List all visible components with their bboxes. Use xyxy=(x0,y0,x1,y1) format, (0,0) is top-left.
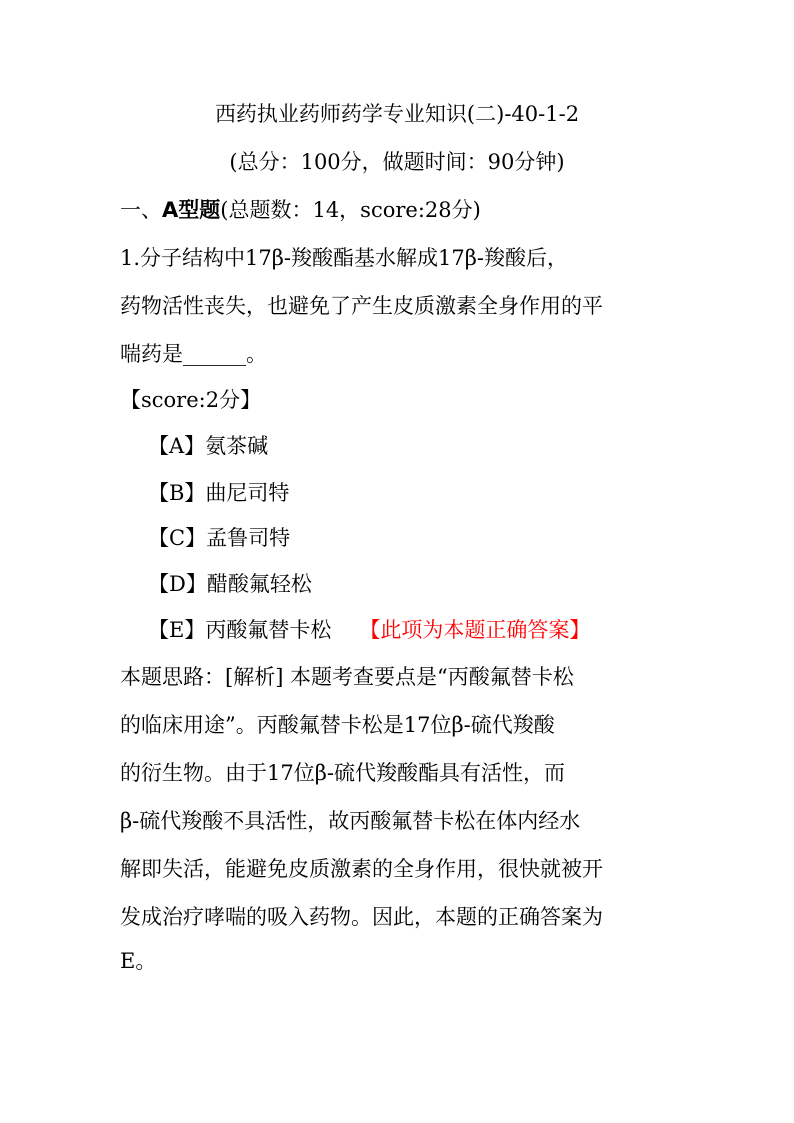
analysis-line: 解即失活，能避免皮质激素的全身作用，很快就被开 xyxy=(120,857,603,881)
option-tag: 【E】 xyxy=(148,618,206,642)
exam-info: (总分：100分，做题时间：90分钟) xyxy=(229,150,565,174)
option-e xyxy=(148,614,590,644)
option-text: 醋酸氟轻松 xyxy=(206,572,312,596)
analysis-line: 的衍生物。由于17位β-硫代羧酸酯具有活性，而 xyxy=(120,761,565,785)
question-stem-line: 1.分子结构中17β-羧酸酯基水解成17β-羧酸后， xyxy=(120,246,568,270)
option-tag: 【A】 xyxy=(148,434,206,458)
option-b xyxy=(148,477,289,507)
question-score: 【score:2分】 xyxy=(120,388,262,412)
section-heading xyxy=(120,194,481,224)
analysis-line: 发成治疗哮喘的吸入药物。因此，本题的正确答案为 xyxy=(120,905,603,929)
analysis-line: 本题思路：[解析] 本题考查要点是“丙酸氟替卡松 xyxy=(120,665,574,689)
analysis-line: β-硫代羧酸不具活性，故丙酸氟替卡松在体内经水 xyxy=(120,809,581,833)
option-text: 氨茶碱 xyxy=(205,434,269,458)
option-tag: 【C】 xyxy=(148,526,207,550)
analysis-line: 的临床用途”。丙酸氟替卡松是17位β-硫代羧酸 xyxy=(120,713,555,737)
question-stem-line: 药物活性丧失，也避免了产生皮质激素全身作用的平 xyxy=(120,294,603,318)
option-text: 曲尼司特 xyxy=(205,481,290,505)
correct-answer-marker: 【此项为本题正确答案】 xyxy=(359,618,591,642)
section-info: (总题数：14，score:28分) xyxy=(220,198,481,222)
option-text: 孟鲁司特 xyxy=(206,526,291,550)
option-a xyxy=(148,430,268,460)
section-type: A型题 xyxy=(162,198,221,222)
option-c xyxy=(148,522,290,552)
option-text: 丙酸氟替卡松 xyxy=(205,618,332,642)
section-label: 一、 xyxy=(120,198,162,222)
page-title: 西药执业药师药学专业知识(二)-40-1-2 xyxy=(214,102,580,126)
analysis-line: E。 xyxy=(120,949,157,973)
option-tag: 【B】 xyxy=(148,481,206,505)
question-stem-line: 喘药是______。 xyxy=(120,342,267,366)
option-tag: 【D】 xyxy=(148,572,207,596)
option-d xyxy=(148,568,312,598)
